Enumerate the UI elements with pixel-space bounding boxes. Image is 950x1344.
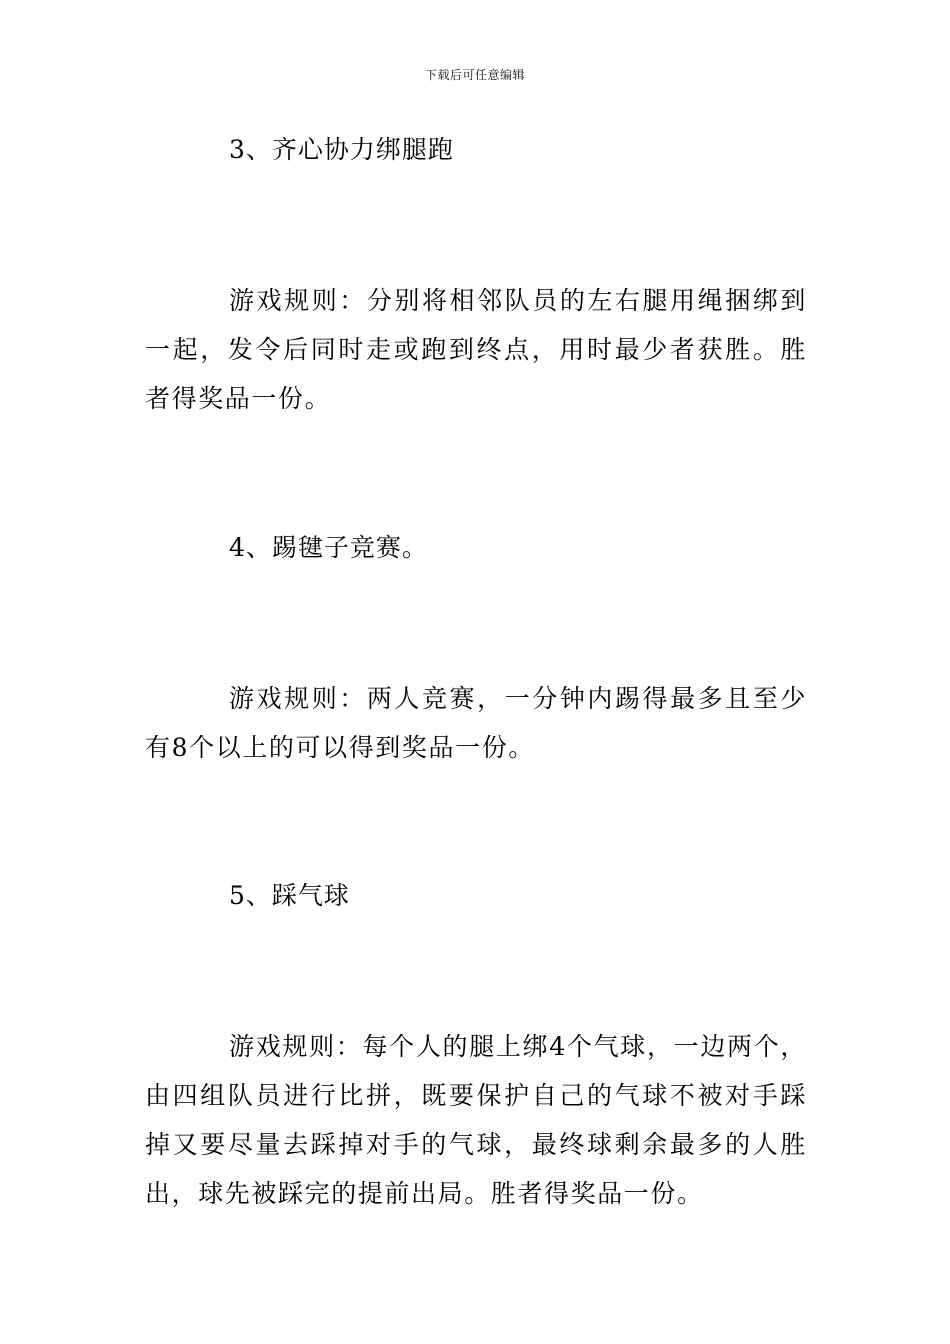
section-5-heading: 5、踩气球 xyxy=(229,881,350,910)
page-header-note: 下载后可任意编辑 xyxy=(424,68,525,82)
section-5-rule: 游戏规则：每个人的腿上绑4个气球，一边两个，由四组队员进行比拼，既要保护自己的气球不被对手踩掉又要尽量去踩掉对手的气球，最终球剩余最多的人胜出，球先被踩完的提前出局。胜者得奖品一份。 xyxy=(145,1032,807,1208)
section-4-rule: 游戏规则：两人竞赛，一分钟内踢得最多且至少有8个以上的可以得到奖品一份。 xyxy=(145,684,807,762)
section-3-rule: 游戏规则：分别将相邻队员的左右腿用绳捆绑到一起，发令后同时走或跑到终点，用时最少者获胜。胜者得奖品一份。 xyxy=(145,286,807,413)
section-4-heading: 4、踢毽子竞赛。 xyxy=(229,533,428,562)
section-3-heading: 3、齐心协力绑腿跑 xyxy=(229,135,454,164)
